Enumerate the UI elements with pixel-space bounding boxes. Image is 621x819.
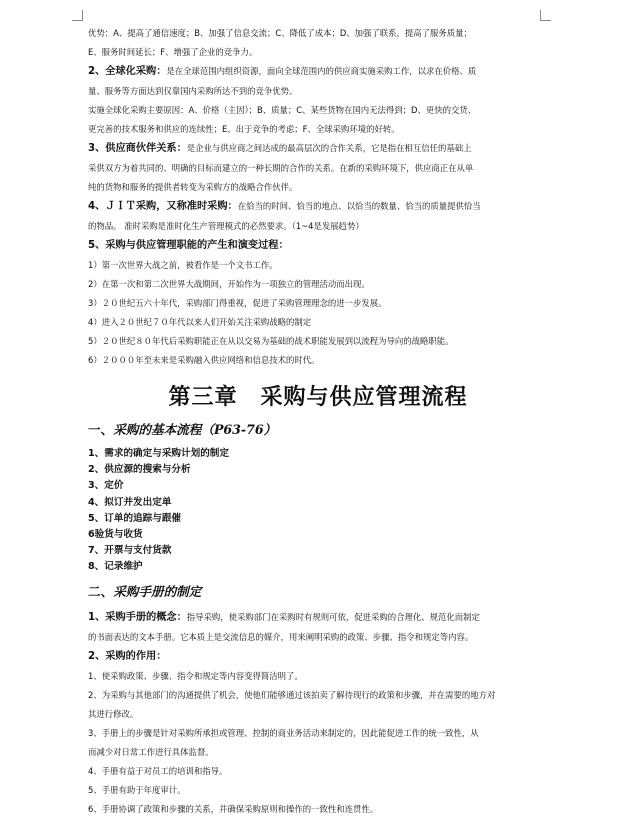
process-step: 1、需求的确定与采购计划的制定: [88, 448, 229, 459]
section-heading-manual: [88, 580, 548, 604]
term-text: 是企业与供应商之间达成的最高层次的合作关系，它是指在相互信任的基础上: [186, 143, 472, 153]
role-item: 4、手册有益于对员工的培训和指导。: [88, 765, 228, 776]
process-step: 4、拟订并发出定单: [88, 496, 172, 508]
role-item: 而减少对日常工作进行具体监督。: [88, 746, 214, 757]
section-heading-basic-process: [88, 418, 548, 442]
stage-item: 1）第一次世界大战之前，被看作是一个文书工作。: [88, 260, 278, 270]
term-text: 指导采购，使采购部门在采购时有规则可依，促进采购的合理化、规范化而制定: [186, 611, 480, 622]
role-item: 2、为采购与其他部门的沟通提供了机会，使他们能够通过该拍卖了解待现行的政策和步骤，并在需要的地方对: [88, 689, 496, 700]
advantages-line: E、服务时间延长；F、增强了企业的竞争力。: [88, 47, 258, 57]
process-step: 7、开票与支付货款: [88, 545, 172, 557]
paragraph-supplier-partnership: [88, 139, 548, 159]
page-content: [88, 24, 548, 819]
stage-item: 3）２０世纪五六十年代，采购部门得重视，促进了采购管理理念的进一步发展。: [88, 298, 387, 308]
term-heading: 4、ＪＩＴ采购，又称准时采购：: [88, 201, 238, 212]
paragraph-line: 纯的货物和服务的提供者转变为采购方的战略合作伙伴。: [88, 182, 298, 192]
role-item: 5、手册有助于年度审计。: [88, 784, 186, 795]
subheading-roles: 2、采购的作用：: [88, 650, 167, 662]
process-list: [88, 446, 548, 576]
role-item: 1、使采购政策、步骤、指令和规定等内容变得简洁明了。: [88, 670, 303, 681]
term-heading: 3、供应商伙伴关系：: [88, 143, 187, 154]
chapter-title: 第三章 采购与供应管理流程: [168, 384, 468, 410]
process-step: 3、定价: [88, 480, 124, 492]
paragraph-line: 更完善的技术服务和供应的连续性；E、出于竞争的考虑；F、全球采购环境的好转。: [88, 124, 400, 134]
advantages-line: 优势：A、提高了通信速度；B、加强了信息交流；C、降低了成本；D、加强了联系，提高了服务质量；: [88, 28, 472, 38]
crop-mark-top-right: [540, 10, 551, 21]
crop-mark-top-left: [72, 10, 83, 21]
stage-item: 5）２０世纪８０年代后采购职能正在从以交易为基础的战术职能发展到以流程为导向的战略职能。: [88, 336, 454, 346]
paragraph-line: 量、服务等方面达到仅靠国内采购所达不到的竞争优势。: [88, 86, 298, 96]
term-heading: 1、采购手册的概念：: [88, 611, 187, 623]
paragraph-line: 实施全球化采购主要原因：A、价格（主因）；B、质量；C、某些货物在国内无法得到；D、更快的交货、: [88, 105, 477, 115]
section-title: 采购手册的制定: [113, 583, 202, 599]
role-item: 6、手册协调了政策和步骤的关系，并确保采购原则和操作的一致性和连贯性。: [88, 803, 379, 814]
role-item: 3、手册上的步骤是针对采购所承担或管理、控制的商业务活动来制定的，因此能促进工作的统一致性，从: [88, 727, 479, 738]
paragraph-line: 的物品。 准时采购是准时化生产管理模式的必然要求。（1~4是发展趋势）: [88, 221, 364, 231]
section-number: 一、: [88, 422, 114, 437]
term-text: 是在全球范围内组织资源，面向全球范围内的供应商实施采购工作，以求在价格、质: [166, 66, 477, 76]
process-step: 8、记录维护: [88, 561, 143, 573]
process-step: 6验货与收货: [88, 529, 143, 541]
section-number: 二、: [88, 583, 114, 599]
roles-list: [88, 667, 548, 819]
stage-item: 4）进入２０世纪７０年代以来人们开始关注采购战略的制定: [88, 317, 312, 327]
subheading-evolution: 5、采购与供应管理职能的产生和演变过程：: [88, 240, 289, 251]
paragraph-manual-concept: [88, 608, 548, 628]
term-text: 在恰当的时间、恰当的地点、以恰当的数量、恰当的质量提供恰当: [237, 201, 481, 211]
process-step: 5、订单的追踪与跟催: [88, 512, 182, 524]
paragraph-line: 的书面表达的文本手册。它本质上是交流信息的媒介，用来阐明采购的政策、步骤、指令和规定等内容。: [88, 631, 474, 642]
process-step: 2、供应源的搜索与分析: [88, 464, 191, 476]
paragraph-line: 采供双方为着共同的、明确的目标而建立的一种长期的合作的关系。在新的采购环境下，供应商正在从单: [88, 163, 474, 173]
term-heading: 2、全球化采购：: [88, 66, 167, 77]
paragraph-global-procurement: [88, 62, 548, 82]
paragraph-jit: [88, 197, 548, 217]
stage-item: 2）在第一次和第二次世界大战期间，开始作为一项独立的管理活动而出现。: [88, 279, 370, 289]
stage-list: [88, 256, 548, 370]
role-item: 其进行修改。: [88, 708, 139, 719]
stage-item: 6）２０００年至未来是采购融入供应网络和信息技术的时代。: [88, 355, 320, 365]
section-title: 采购的基本流程（P63-76）: [113, 422, 277, 437]
